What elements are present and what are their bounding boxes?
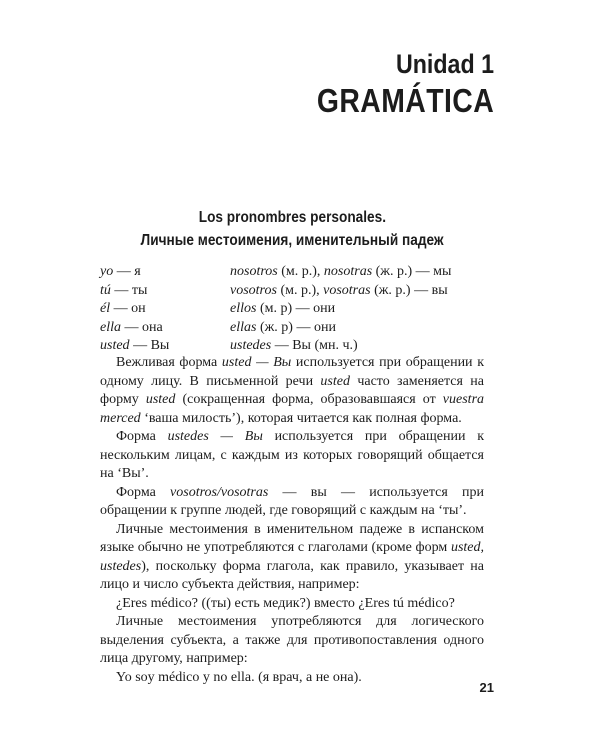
plural-pronoun-list <box>230 263 451 356</box>
pronoun-row: usted — Вы <box>100 338 170 354</box>
pronoun-row: ustedes — Вы (мн. ч.) <box>230 338 358 354</box>
pronoun-row: yo — я <box>100 264 141 279</box>
paragraph-emphasis: Личные местоимения употребляются для логического выделения субъекта, а также для противопоставления одного лица другому, например: <box>100 614 484 666</box>
unit-heading: Unidad 1 <box>395 49 494 79</box>
grammar-explanation <box>100 354 484 687</box>
pronoun-row: nosotros (м. р.), nosotras (ж. р.) — мы <box>230 264 452 279</box>
pronoun-row: tú — ты <box>100 282 148 298</box>
pronoun-row: vosotros (м. р.), vosotras (ж. р.) — вы <box>230 282 448 298</box>
paragraph-usted: Вежливая форма usted — Вы используется при обращении к одному лицу. В письменной речи usted часто заменяется на форму usted (сокращенная форма, образовавшаяся от vuestra merced ‘ваша милость’), которая читается как полная форма. <box>100 355 485 426</box>
singular-pronoun-list <box>100 263 169 356</box>
paragraph-vosotros: Форма vosotros/vosotras — вы — используется при обращении к группе людей, где говорящий с каждым на ‘ты’. <box>100 484 485 518</box>
paragraph-ustedes: Форма ustedes — Вы используется при обращении к нескольким лицам, с каждым из которых говорящий общается на ‘Вы’. <box>100 429 485 481</box>
pronoun-row: ellas (ж. р) — они <box>230 319 336 335</box>
example-line: ¿Eres médico? ((ты) есть медик?) вместо ¿Eres tú médico? <box>116 595 455 611</box>
section-title-spanish: Los pronombres personales. <box>198 209 386 226</box>
page-number: 21 <box>479 680 494 695</box>
paragraph-omission: Личные местоимения в именительном падеже в испанском языке обычно не употребляются с глаголами (кроме форм usted, ustedes), поскольку форма глагола, как правило, указывает на лицо и число субъекта действия, например: <box>100 521 484 592</box>
pronoun-row: ellos (м. р) — они <box>230 301 336 317</box>
chapter-title: GRAMÁTICA <box>316 82 494 119</box>
pronoun-row: ella — она <box>100 319 163 335</box>
pronoun-row: él — он <box>100 301 146 317</box>
section-title-russian: Личные местоимения, именительный падеж <box>140 232 444 249</box>
example-line: Yo soy médico y no ella. (я врач, а не она). <box>116 669 362 685</box>
